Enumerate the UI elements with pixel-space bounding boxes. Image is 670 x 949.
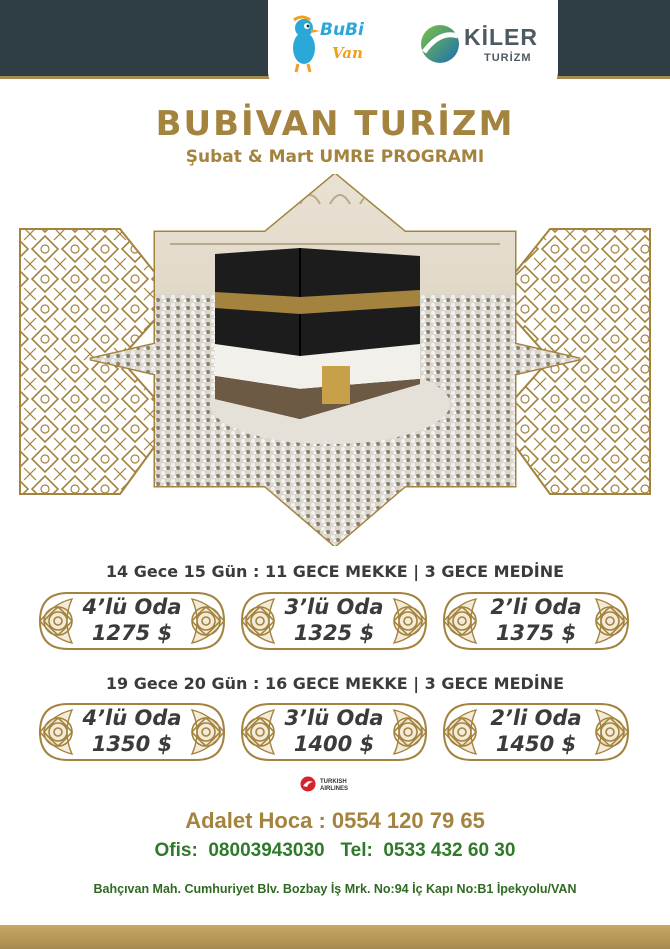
airline-line-2: AIRLINES (320, 786, 349, 792)
globe-icon (418, 22, 462, 66)
price-card (442, 700, 630, 764)
logo-van-text: Van (332, 44, 363, 62)
kaaba-hero-image (0, 174, 670, 546)
contact-main: Adalet Hoca : 0554 120 79 65 (185, 808, 485, 833)
airline-line-1: TURKISH (320, 779, 347, 785)
package-title-1: 14 Gece 15 Gün : 11 GECE MEKKE | 3 GECE MEDİNE (105, 562, 565, 581)
room-type: 3’lü Oda (284, 595, 384, 619)
price-card (240, 589, 428, 653)
page-title: BUBİVAN TURİZM (155, 104, 515, 144)
logo-bubi-text: BuBi (320, 20, 364, 40)
room-price: 1275 $ (91, 621, 173, 645)
price-card (442, 589, 630, 653)
kiler-logo (418, 22, 548, 72)
price-card (38, 589, 226, 653)
footer-bar (0, 925, 670, 949)
room-type: 3’lü Oda (284, 706, 384, 730)
price-card (240, 700, 428, 764)
room-type: 4’lü Oda (82, 595, 182, 619)
room-price: 1450 $ (495, 732, 577, 756)
room-type: 2’li Oda (490, 595, 582, 619)
bubivan-logo (282, 14, 402, 86)
address: Bahçıvan Mah. Cumhuriyet Blv. Bozbay İş Mrk. No:94 İç Kapı No:B1 İpekyolu/VAN (93, 882, 577, 896)
bird-mascot-icon (282, 14, 322, 74)
room-price: 1325 $ (293, 621, 375, 645)
turkish-airlines-icon (300, 776, 316, 792)
logo-kiler-sub: TURİZM (484, 52, 532, 64)
contact-office: Ofis: 08003943030 Tel: 0533 432 60 30 (154, 840, 516, 861)
room-price: 1400 $ (293, 732, 375, 756)
turkish-airlines-logo (300, 776, 370, 798)
room-type: 2’li Oda (490, 706, 582, 730)
package-title-2: 19 Gece 20 Gün : 16 GECE MEKKE | 3 GECE MEDİNE (105, 674, 565, 693)
page-subtitle: Şubat & Mart UMRE PROGRAMI (185, 147, 485, 167)
room-price: 1375 $ (495, 621, 577, 645)
room-price: 1350 $ (91, 732, 173, 756)
logo-kiler-name: KİLER (464, 24, 538, 50)
price-card (38, 700, 226, 764)
room-type: 4’lü Oda (82, 706, 182, 730)
